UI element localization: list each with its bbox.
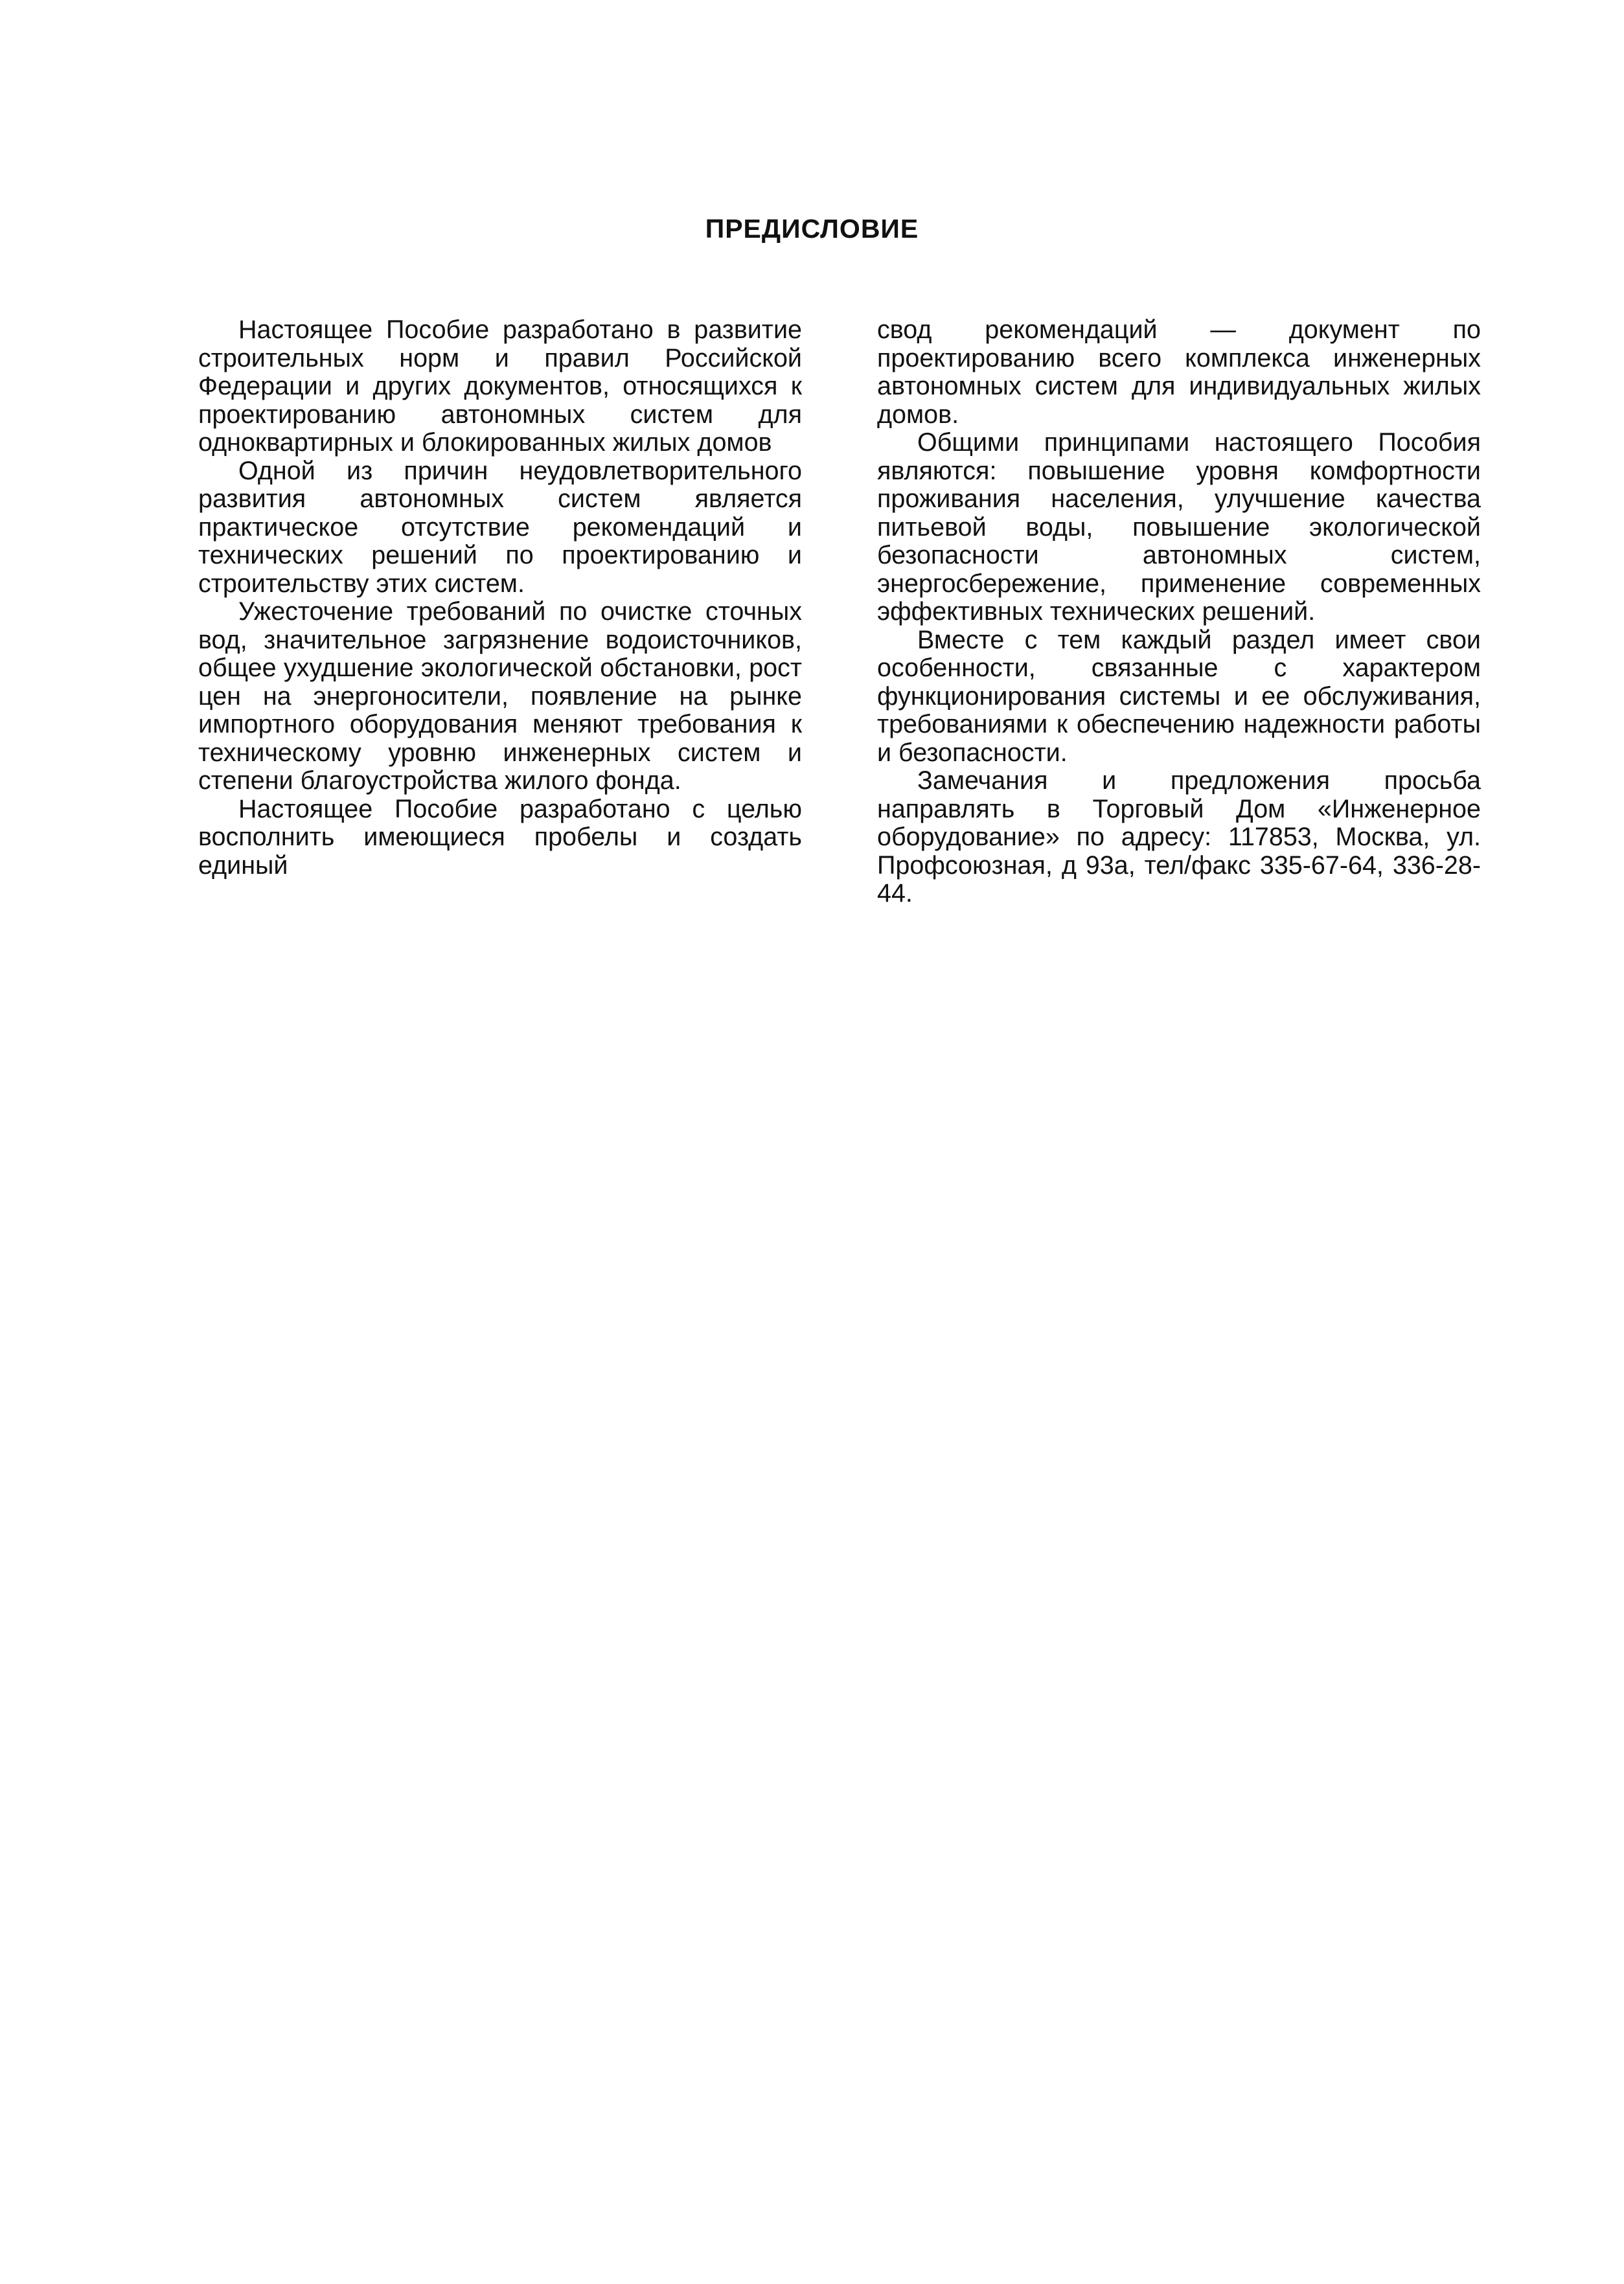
paragraph-sections: Вместе с тем каждый раздел имеет свои особенности, связанные с характером функционирования системы и ее обслуживания, требованиями к обеспечению надежности работы и безопасности. [877, 625, 1481, 767]
paragraph-goal: Настоящее Пособие разработано с целью восполнить имеющиеся пробелы и создать единый [198, 794, 802, 880]
paragraph-contacts: Замечания и предложения просьба направлять в Торговый Дом «Инженерное оборудование» по адресу: 117853, Москва, ул. Профсоюзная, д 93а, тел/факс 335-67-64, 336-28-44. [877, 766, 1481, 908]
left-text-column [198, 316, 802, 880]
paragraph-principles: Общими принципами настоящего Пособия являются: повышение уровня комфортности проживания населения, улучшение качества питьевой воды, повышение экологической безопасности автономных систем, энергосбережение, применение современных эффективных технических решений. [877, 428, 1481, 626]
right-text-column [877, 316, 1481, 908]
paragraph-purpose: Настоящее Пособие разработано в развитие строительных норм и правил Российской Федерации и других документов, относящихся к проектированию автономных систем для одноквартирных и блокированных жилых домов [198, 315, 802, 457]
paragraph-requirements: Ужесточение требований по очистке сточных вод, значительное загрязнение водоисточников, общее ухудшение экологической обстановки, рост цен на энергоносители, появление на рынке импортного оборудования меняют требования к техническому уровню инженерных систем и степени благоустройства жилого фонда. [198, 597, 802, 795]
paragraph-goal-continuation: свод рекомендаций — документ по проектированию всего комплекса инженерных автономных систем для индивидуальных жилых домов. [877, 315, 1481, 429]
paragraph-reasons: Одной из причин неудовлетворительного развития автономных систем является практическое отсутствие рекомендаций и технических решений по проектированию и строительству этих систем. [198, 456, 802, 598]
page-title: ПРЕДИСЛОВИЕ [705, 214, 919, 244]
